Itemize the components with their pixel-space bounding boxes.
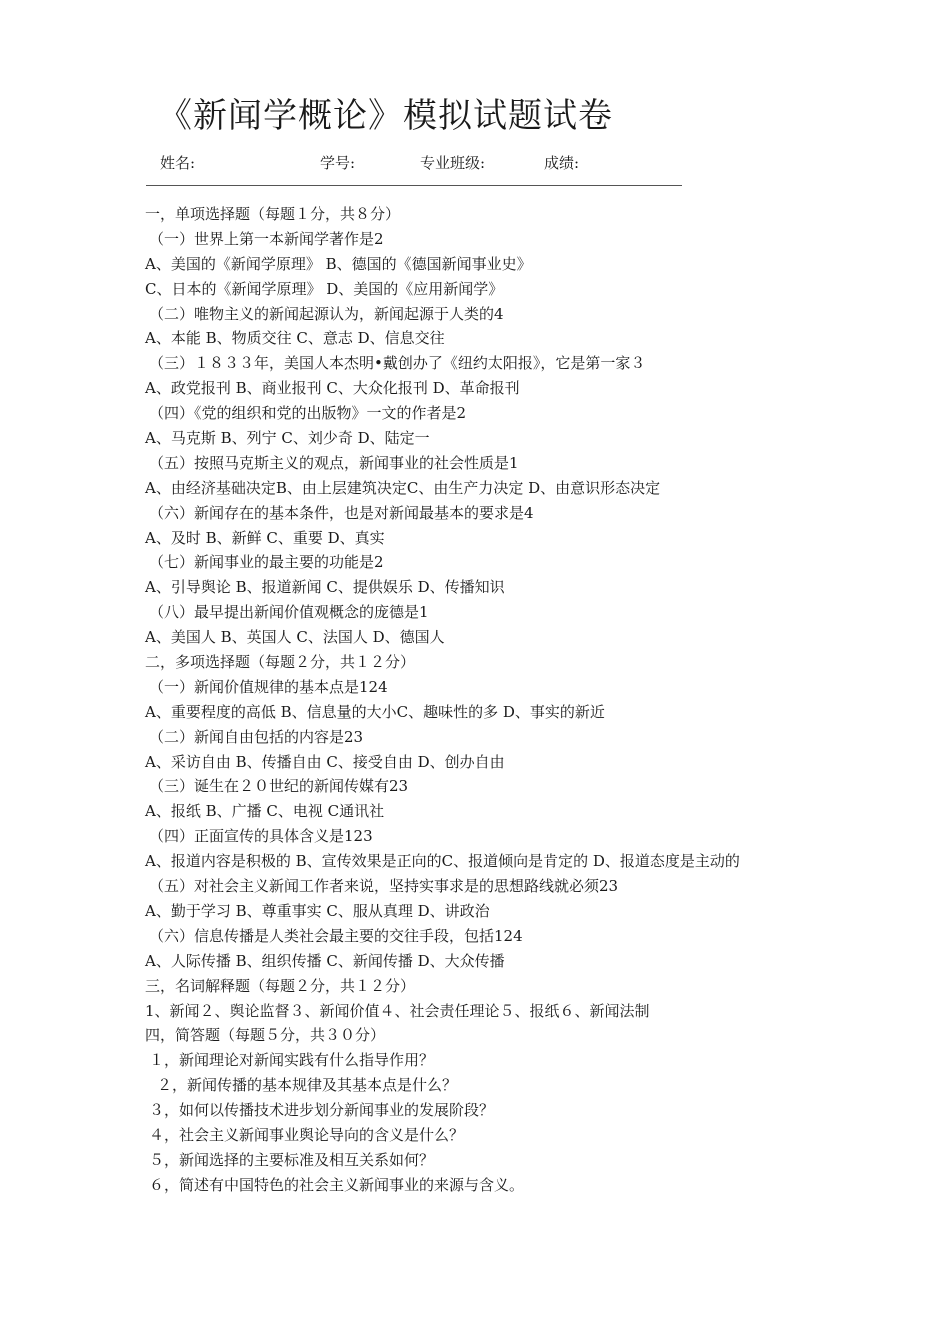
question-stem: （四）《党的组织和党的出版物》一文的作者是2 bbox=[149, 404, 467, 423]
class-field-label: 专业班级: bbox=[420, 154, 486, 172]
header-divider bbox=[146, 185, 682, 186]
answer-options: A、由经济基础决定B、由上层建筑决定C、由生产力决定 D、由意识形态决定 bbox=[145, 478, 661, 497]
question-stem: ４，社会主义新闻事业舆论导向的含义是什么？ bbox=[149, 1125, 465, 1144]
section-heading: 二，多项选择题（每题２分，共１２分） bbox=[145, 653, 416, 672]
answer-options: A、美国人 B、英国人 C、法国人 D、德国人 bbox=[145, 628, 445, 647]
question-stem: （一）新闻价值规律的基本点是124 bbox=[149, 677, 388, 696]
question-stem: （六）信息传播是人类社会最主要的交往手段，包括124 bbox=[149, 926, 523, 945]
section-heading: 一，单项选择题（每题１分，共８分） bbox=[145, 205, 401, 223]
question-stem: （二）唯物主义的新闻起源认为，新闻起源于人类的4 bbox=[149, 304, 504, 323]
answer-options: C、日本的《新闻学原理》 D、美国的《应用新闻学》 bbox=[145, 279, 504, 298]
question-stem: （一）世界上第一本新闻学著作是2 bbox=[149, 229, 384, 248]
question-stem: ５，新闻选择的主要标准及相互关系如何？ bbox=[149, 1150, 435, 1169]
answer-options: A、勤于学习 B、尊重事实 C、服从真理 D、讲政治 bbox=[145, 901, 490, 920]
question-stem: （三）１８３３年，美国人本杰明•戴创办了《纽约太阳报》，它是第一家３ bbox=[149, 354, 646, 373]
question-stem: （五）对社会主义新闻工作者来说，坚持实事求是的思想路线就必须23 bbox=[149, 877, 619, 896]
question-stem: （八）最早提出新闻价值观概念的庞德是1 bbox=[149, 603, 429, 622]
answer-options: A、政党报刊 B、商业报刊 C、大众化报刊 D、革命报刊 bbox=[145, 379, 520, 398]
score-field-label: 成绩: bbox=[544, 154, 580, 172]
section-heading: 四，简答题（每题５分，共３０分） bbox=[145, 1026, 386, 1045]
exam-title: 《新闻学概论》模拟试题试卷 bbox=[158, 96, 613, 136]
answer-options: A、报道内容是积极的 B、宣传效果是正向的C、报道倾向是肯定的 D、报道态度是主动的 bbox=[145, 852, 740, 871]
question-stem: （四）正面宣传的具体含义是123 bbox=[149, 827, 373, 846]
question-stem: ３，如何以传播技术进步划分新闻事业的发展阶段？ bbox=[149, 1101, 495, 1120]
question-stem: （二）新闻自由包括的内容是23 bbox=[149, 727, 364, 746]
question-stem: （五）按照马克斯主义的观点，新闻事业的社会性质是1 bbox=[149, 453, 519, 472]
name-field-label: 姓名: bbox=[160, 154, 196, 172]
answer-options: 1、新闻２、舆论监督３、新闻价值４、社会责任理论５、报纸６、新闻法制 bbox=[145, 1001, 650, 1020]
answer-options: A、及时 B、新鲜 C、重要 D、真实 bbox=[145, 528, 385, 547]
question-stem: １，新闻理论对新闻实践有什么指导作用？ bbox=[149, 1051, 435, 1070]
answer-options: A、引导舆论 B、报道新闻 C、提供娱乐 D、传播知识 bbox=[145, 578, 505, 597]
section-heading: 三，名词解释题（每题２分，共１２分） bbox=[145, 976, 416, 995]
student-id-field-label: 学号: bbox=[320, 154, 356, 172]
answer-options: A、本能 B、物质交往 C、意志 D、信息交往 bbox=[145, 329, 445, 348]
answer-options: A、马克斯 B、列宁 C、刘少奇 D、陆定一 bbox=[145, 429, 430, 448]
answer-options: A、重要程度的高低 B、信息量的大小C、趣味性的多 D、事实的新近 bbox=[145, 702, 605, 721]
answer-options: A、人际传播 B、组织传播 C、新闻传播 D、大众传播 bbox=[145, 951, 505, 970]
question-stem: （三）诞生在２０世纪的新闻传媒有23 bbox=[149, 777, 409, 796]
question-stem: （七）新闻事业的最主要的功能是2 bbox=[149, 553, 384, 572]
exam-body bbox=[145, 202, 935, 1198]
answer-options: A、报纸 B、广播 C、电视 C通讯社 bbox=[145, 802, 385, 821]
question-stem: ２，新闻传播的基本规律及其基本点是什么？ bbox=[157, 1076, 458, 1095]
answer-options: A、美国的《新闻学原理》 B、德国的《德国新闻事业史》 bbox=[145, 254, 532, 273]
question-stem: ６，简述有中国特色的社会主义新闻事业的来源与含义。 bbox=[149, 1175, 525, 1194]
answer-options: A、采访自由 B、传播自由 C、接受自由 D、创办自由 bbox=[145, 752, 505, 771]
question-stem: （六）新闻存在的基本条件，也是对新闻最基本的要求是4 bbox=[149, 503, 534, 522]
